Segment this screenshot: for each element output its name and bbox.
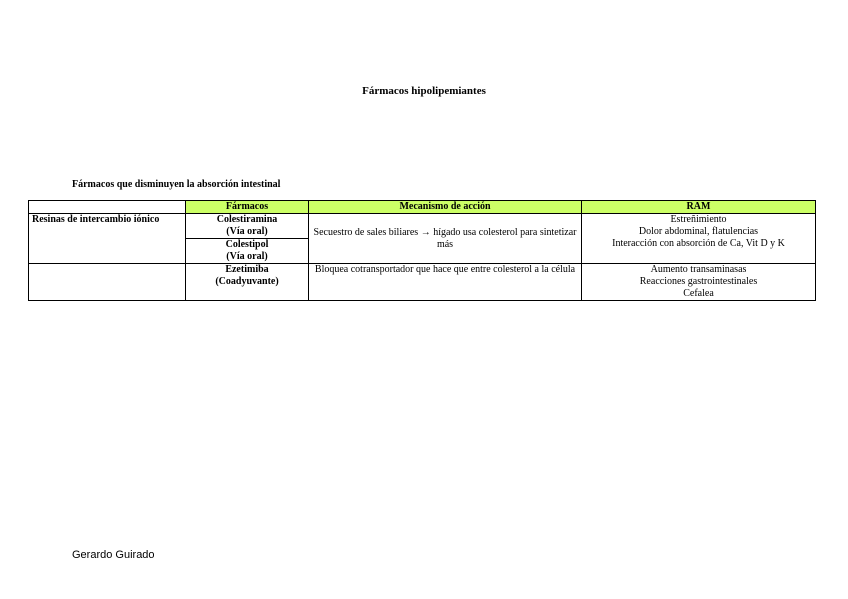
drug-table xyxy=(28,200,816,301)
drug-name: Colestiramina xyxy=(216,214,278,225)
drug-entry xyxy=(189,214,305,238)
drug-entry xyxy=(189,264,305,288)
ram-item: Dolor abdominal, flatulencias xyxy=(638,226,759,237)
table-row xyxy=(29,264,816,301)
mechanism-cell: Bloquea cotransportador que hace que entre colesterol a la célula xyxy=(309,264,582,301)
ram-item: Cefalea xyxy=(683,288,714,299)
group-cell: Resinas de intercambio iónico xyxy=(29,214,186,264)
drug-route: (Vía oral) xyxy=(226,251,268,262)
table-row xyxy=(29,214,816,264)
document-title: Fármacos hipolipemiantes xyxy=(362,85,486,97)
header-drugs: Fármacos xyxy=(186,201,309,214)
ram-item: Aumento transaminasas xyxy=(650,264,747,275)
ram-item: Reacciones gastrointestinales xyxy=(639,276,758,287)
mechanism-cell: Secuestro de sales biliares → hígado usa colesterol para sintetizar más xyxy=(309,214,582,264)
ram-cell xyxy=(582,264,816,301)
ram-item: Interacción con absorción de Ca, Vit D y K xyxy=(612,238,785,249)
footer-author: Gerardo Guirado xyxy=(72,549,155,561)
header-mechanism: Mecanismo de acción xyxy=(309,201,582,214)
drug-entry xyxy=(186,238,308,263)
table-header-row xyxy=(29,201,816,214)
drug-cell xyxy=(186,264,309,301)
drug-name: Colestipol xyxy=(225,239,269,250)
drug-route: (Vía oral) xyxy=(226,226,268,237)
header-blank xyxy=(29,201,186,214)
drug-name: Ezetimiba xyxy=(225,264,269,275)
ram-cell xyxy=(582,214,816,264)
header-ram: RAM xyxy=(582,201,816,214)
drug-route: (Coadyuvante) xyxy=(215,276,279,287)
ram-item: Estreñimiento xyxy=(670,214,727,225)
drug-cell xyxy=(186,214,309,264)
section-heading: Fármacos que disminuyen la absorción intestinal xyxy=(72,179,281,190)
group-cell xyxy=(29,264,186,301)
